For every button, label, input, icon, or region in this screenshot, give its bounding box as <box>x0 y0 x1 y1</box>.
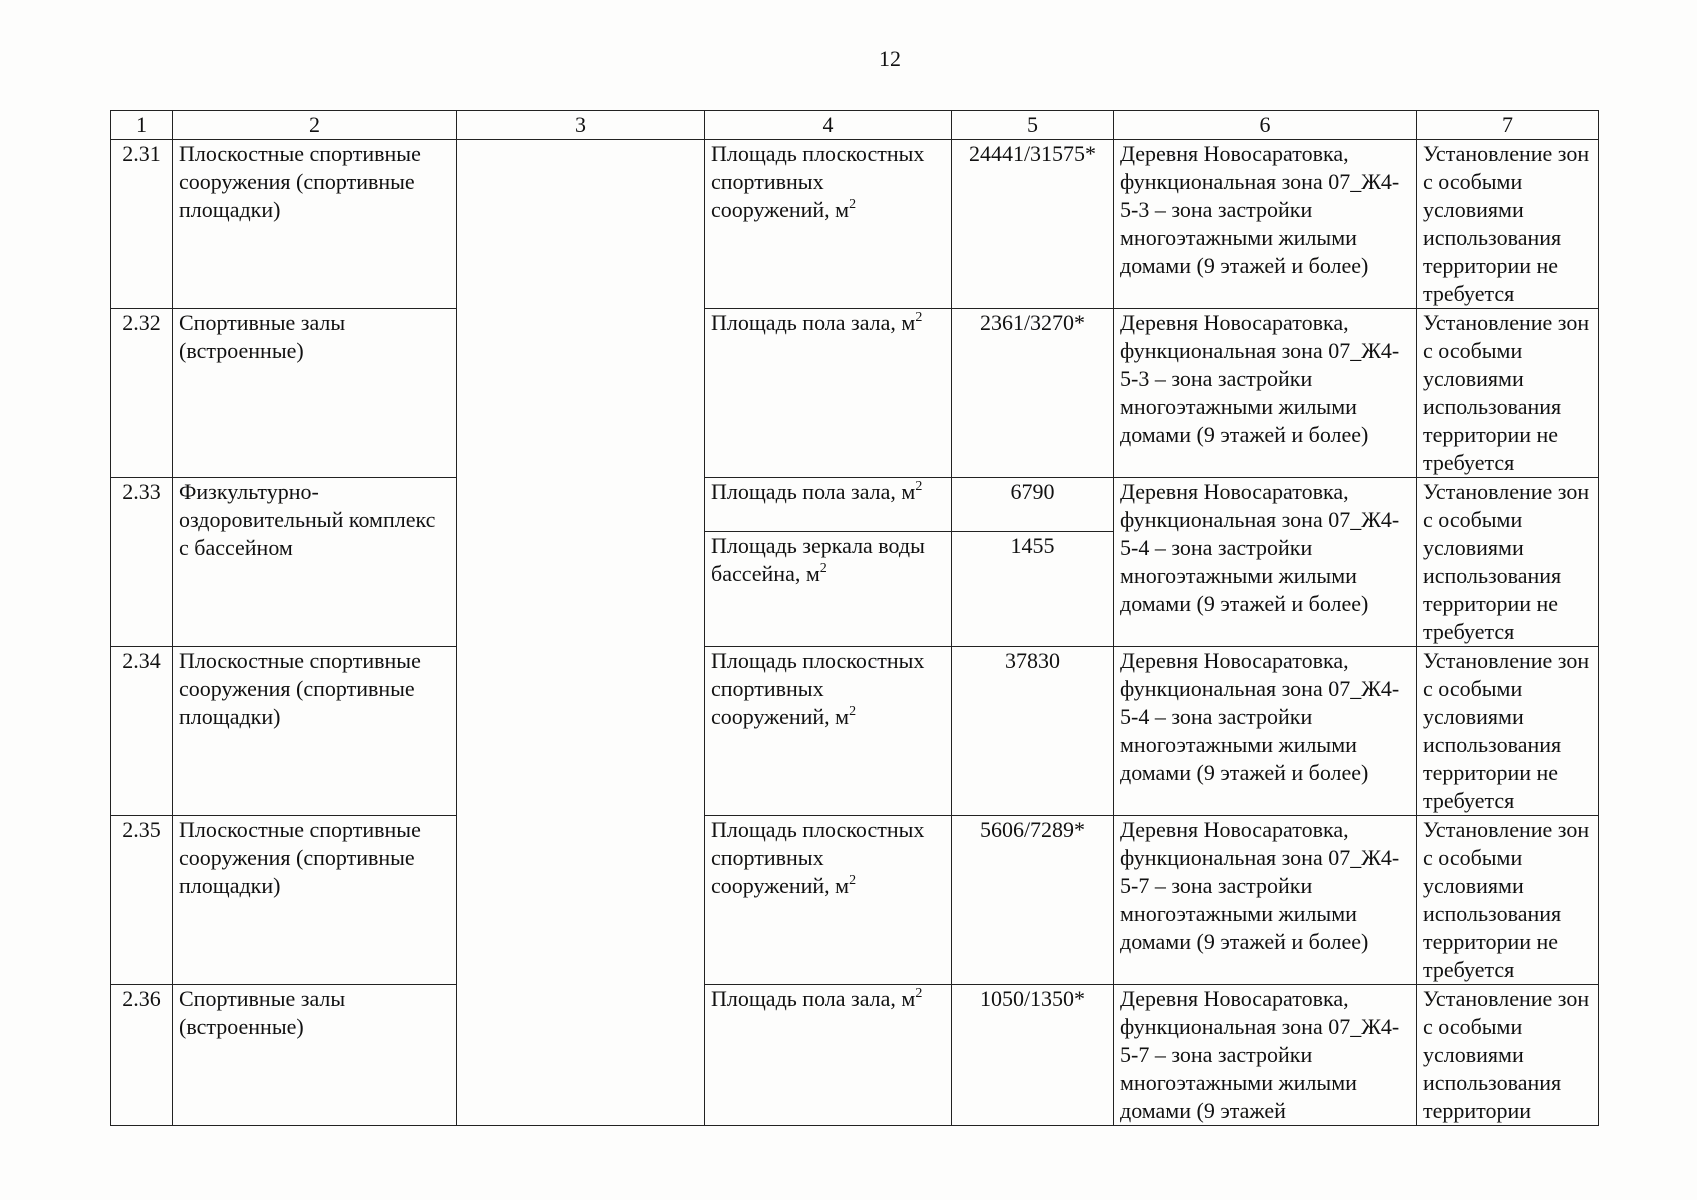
column-header-7: 7 <box>1417 111 1599 140</box>
facility-name: Плоскостные спортивные сооружения (спортивные площадки) <box>173 140 457 309</box>
zone-note: Установление зон с особыми условиями использования территории не требуется <box>1417 478 1599 647</box>
parameter-label: Площадь плоскостных спортивных сооружений, $м^2$ <box>705 140 952 309</box>
location: Деревня Новосаратовка, функциональная зона 07_Ж4-5-7 – зона застройки многоэтажными жилыми домами (9 этажей <box>1114 985 1417 1126</box>
zone-note: Установление зон с особыми условиями использования территории не требуется <box>1417 309 1599 478</box>
location: Деревня Новосаратовка, функциональная зона 07_Ж4-5-4 – зона застройки многоэтажными жилыми домами (9 этажей и более) <box>1114 478 1417 647</box>
column-header-5: 5 <box>952 111 1114 140</box>
table-row <box>111 140 1599 309</box>
parameter-label: Площадь пола зала, $м^2$ <box>705 478 952 532</box>
facilities-table <box>110 110 1599 1126</box>
column-header-1: 1 <box>111 111 173 140</box>
column-header-3: 3 <box>457 111 705 140</box>
table-row <box>111 309 1599 478</box>
parameter-value: 1050/1350* <box>952 985 1114 1126</box>
parameter-value: 24441/31575* <box>952 140 1114 309</box>
facility-name: Физкультурно-оздоровительный комплекс с бассейном <box>173 478 457 647</box>
row-number: 2.31 <box>111 140 173 309</box>
table-row <box>111 985 1599 1126</box>
facility-name: Плоскостные спортивные сооружения (спортивные площадки) <box>173 647 457 816</box>
zone-note: Установление зон с особыми условиями использования территории не требуется <box>1417 647 1599 816</box>
parameter-label: Площадь пола зала, $м^2$ <box>705 309 952 478</box>
parameter-value: 6790 <box>952 478 1114 532</box>
row-number: 2.35 <box>111 816 173 985</box>
table-row <box>111 816 1599 985</box>
header-row <box>111 111 1599 140</box>
column-header-4: 4 <box>705 111 952 140</box>
facility-name: Спортивные залы (встроенные) <box>173 985 457 1126</box>
parameter-label: Площадь плоскостных спортивных сооружений, $м^2$ <box>705 816 952 985</box>
location: Деревня Новосаратовка, функциональная зона 07_Ж4-5-3 – зона застройки многоэтажными жилыми домами (9 этажей и более) <box>1114 140 1417 309</box>
row-number: 2.36 <box>111 985 173 1126</box>
parameter-value: 37830 <box>952 647 1114 816</box>
zone-note: Установление зон с особыми условиями использования территории не требуется <box>1417 140 1599 309</box>
page-number: 12 <box>879 46 901 71</box>
row-number: 2.32 <box>111 309 173 478</box>
parameter-label: Площадь зеркала воды бассейна, $м^2$ <box>705 532 952 647</box>
facility-name: Спортивные залы (встроенные) <box>173 309 457 478</box>
parameter-value: 2361/3270* <box>952 309 1114 478</box>
column-header-2: 2 <box>173 111 457 140</box>
parameter-value: 1455 <box>952 532 1114 647</box>
zone-note: Установление зон с особыми условиями использования территории не требуется <box>1417 816 1599 985</box>
facility-name: Плоскостные спортивные сооружения (спортивные площадки) <box>173 816 457 985</box>
empty-column-3 <box>457 140 705 1126</box>
column-header-6: 6 <box>1114 111 1417 140</box>
location: Деревня Новосаратовка, функциональная зона 07_Ж4-5-7 – зона застройки многоэтажными жилыми домами (9 этажей и более) <box>1114 816 1417 985</box>
table-row <box>111 647 1599 816</box>
row-number: 2.33 <box>111 478 173 647</box>
location: Деревня Новосаратовка, функциональная зона 07_Ж4-5-3 – зона застройки многоэтажными жилыми домами (9 этажей и более) <box>1114 309 1417 478</box>
table-row <box>111 478 1599 532</box>
parameter-label: Площадь пола зала, $м^2$ <box>705 985 952 1126</box>
location: Деревня Новосаратовка, функциональная зона 07_Ж4-5-4 – зона застройки многоэтажными жилыми домами (9 этажей и более) <box>1114 647 1417 816</box>
row-number: 2.34 <box>111 647 173 816</box>
parameter-label: Площадь плоскостных спортивных сооружений, $м^2$ <box>705 647 952 816</box>
zone-note: Установление зон с особыми условиями использования территории <box>1417 985 1599 1126</box>
parameter-value: 5606/7289* <box>952 816 1114 985</box>
